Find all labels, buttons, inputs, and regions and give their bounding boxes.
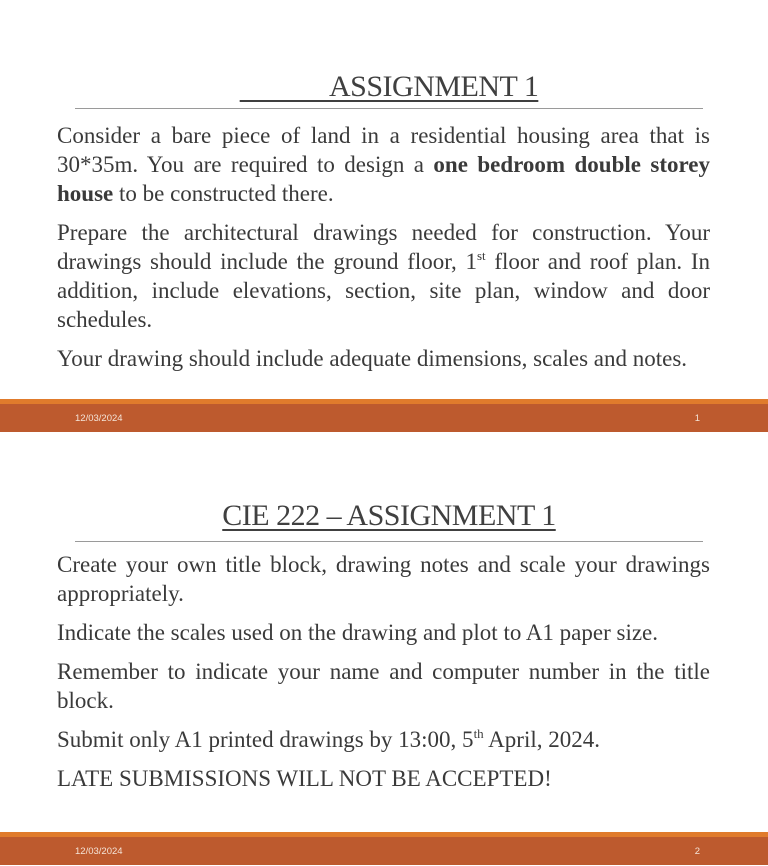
paragraph-submission (57, 725, 710, 754)
footer-page-number: 1 (694, 413, 700, 424)
superscript: st (476, 248, 486, 263)
paragraph-title-block: Create your own title block, drawing notes and scale your drawings appropriately. (57, 552, 710, 606)
house-type-emphasis: one bedroom double storey house (57, 152, 710, 206)
slide-footer (0, 404, 768, 432)
slide-body (57, 550, 710, 803)
slide-title: ASSIGNMENT 1 (239, 70, 539, 103)
slide-2 (0, 433, 768, 866)
footer-page-number: 2 (694, 846, 700, 857)
paragraph-late-warning: LATE SUBMISSIONS WILL NOT BE ACCEPTED! (57, 766, 552, 791)
slide-footer (0, 837, 768, 865)
title-divider (75, 108, 703, 109)
text-run: to be constructed there. (113, 181, 334, 206)
paragraph-scales: Indicate the scales used on the drawing and plot to A1 paper size. (57, 620, 659, 645)
paragraph-name-number: Remember to indicate your name and computer number in the title block. (57, 659, 710, 713)
footer-date: 12/03/2024 (75, 846, 123, 857)
title-divider (75, 541, 703, 542)
slide-body (57, 121, 710, 383)
superscript: th (473, 726, 484, 741)
paragraph-land-description (57, 121, 710, 208)
text-run: Prepare the architectural drawings needed for construction. Your drawings should include the ground floor, 1 (57, 220, 710, 274)
text-run: April, 2024. (483, 727, 600, 752)
text-run: floor and roof plan. In addition, include elevations, section, site plan, window and door schedules. (57, 249, 711, 332)
paragraph-dimensions: Your drawing should include adequate dimensions, scales and notes. (57, 346, 688, 371)
slide-title: CIE 222 – ASSIGNMENT 1 (222, 499, 556, 532)
footer-date: 12/03/2024 (75, 413, 123, 424)
text-run: Submit only A1 printed drawings by 13:00, 5 (57, 727, 474, 752)
paragraph-drawings-required (57, 218, 710, 334)
text-run: Consider a bare piece of land in a residential housing area that is 30*35m. You are required to design a (57, 123, 710, 177)
